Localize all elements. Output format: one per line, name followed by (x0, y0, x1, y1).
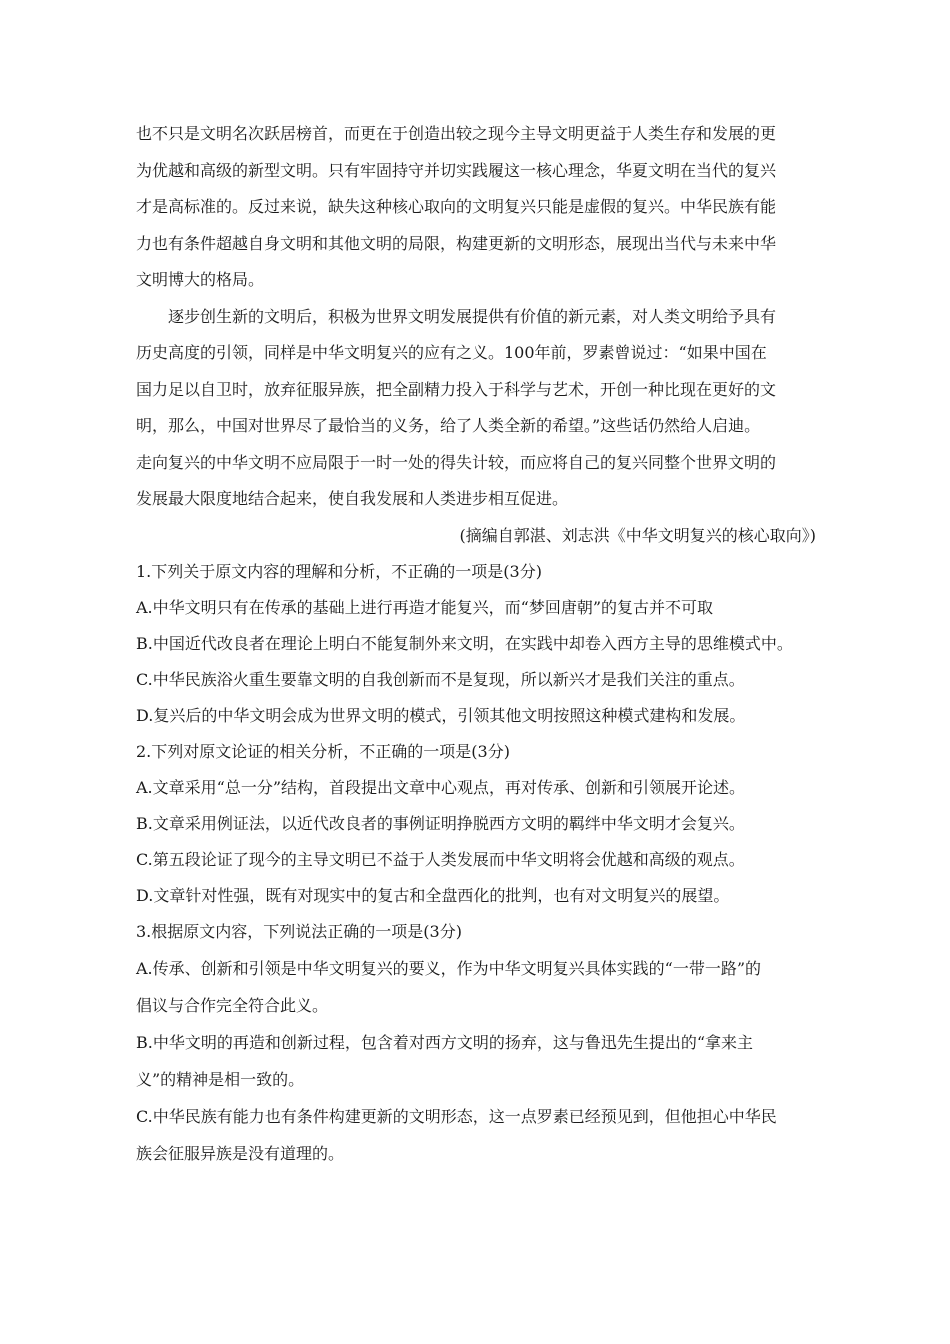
option-d: D.复兴后的中华文明会成为世界文明的模式，引领其他文明按照这种模式建构和发展。 (136, 706, 746, 725)
question-1 (136, 554, 816, 734)
question-stem: 1.下列关于原文内容的理解和分析，不正确的一项是(3分) (136, 562, 542, 581)
option-line: B.中华文明的再造和创新过程，包含着对西方文明的扬弃，这与鲁迅先生提出的“拿来主 (136, 1033, 754, 1052)
option-a: A.文章采用“总一分”结构，首段提出文章中心观点，再对传承、创新和引领展开论述。 (136, 778, 746, 797)
passage-paragraph-1 (136, 116, 816, 299)
text-line: 发展最大限度地结合起来，使自我发展和人类进步相互促进。 (136, 489, 569, 508)
option-b: B.文章采用例证法，以近代改良者的事例证明挣脱西方文明的羁绊中华文明才会复兴。 (136, 814, 745, 833)
text-line: 才是高标准的。反过来说，缺失这种核心取向的文明复兴只能是虚假的复兴。中华民族有能 (136, 197, 777, 216)
option-c: C.中华民族浴火重生要靠文明的自我创新而不是复现，所以新兴才是我们关注的重点。 (136, 670, 745, 689)
text-line: 走向复兴的中华文明不应局限于一时一处的得失计较，而应将自己的复兴同整个世界文明的 (136, 452, 777, 472)
option-b (136, 1024, 816, 1098)
option-c (136, 1098, 816, 1172)
exam-page (136, 116, 816, 1172)
question-stem: 2.下列对原文论证的相关分析，不正确的一项是(3分) (136, 742, 510, 761)
option-line: 倡议与合作完全符合此义。 (136, 996, 329, 1015)
question-3 (136, 914, 816, 1172)
text-line: 力也有条件超越自身文明和其他文明的局限，构建更新的文明形态，展现出当代与未来中华 (136, 233, 777, 253)
text-line: 明，那么，中国对世界尽了最恰当的义务，给了人类全新的希望。”这些话仍然给人启迪。 (136, 416, 761, 435)
text-line: 为优越和高级的新型文明。只有牢固持守并切实践履这一核心理念，华夏文明在当代的复兴 (136, 160, 777, 180)
source-citation: (摘编自郭湛、刘志洪《中华文明复兴的核心取向》) (459, 525, 816, 545)
option-c: C.第五段论证了现今的主导文明已不益于人类发展而中华文明将会优越和高级的观点。 (136, 850, 745, 869)
option-a: A.中华文明只有在传承的基础上进行再造才能复兴，而“梦回唐朝”的复古并不可取 (136, 598, 714, 617)
question-2 (136, 734, 816, 914)
text-line: 历史高度的引领，同样是中华文明复兴的应有之义。100年前，罗素曾说过：“如果中国在 (136, 343, 767, 362)
question-stem: 3.根据原文内容，下列说法正确的一项是(3分) (136, 922, 462, 941)
option-line: A.传承、创新和引领是中华文明复兴的要义，作为中华文明复兴具体实践的“一带一路”的 (136, 959, 762, 978)
option-b: B.中国近代改良者在理论上明白不能复制外来文明，在实践中却卷入西方主导的思维模式中。 (136, 634, 793, 653)
text-line: 国力足以自卫时，放弃征服异族，把全副精力投入于科学与艺术，开创一种比现在更好的文 (136, 379, 777, 399)
option-line: 族会征服异族是没有道理的。 (136, 1144, 345, 1163)
text-line: 逐步创生新的文明后，积极为世界文明发展提供有价值的新元素，对人类文明给予具有 (168, 306, 777, 326)
option-line: C.中华民族有能力也有条件构建更新的文明形态，这一点罗素已经预见到，但他担心中华民 (136, 1107, 777, 1126)
option-a (136, 950, 816, 1024)
passage-paragraph-2 (136, 299, 816, 518)
option-d: D.文章针对性强，既有对现实中的复古和全盘西化的批判，也有对文明复兴的展望。 (136, 886, 730, 905)
text-line: 也不只是文明名次跃居榜首，而更在于创造出较之现今主导文明更益于人类生存和发展的更 (136, 124, 777, 143)
option-line: 义”的精神是相一致的。 (136, 1070, 305, 1089)
text-line: 文明博大的格局。 (136, 270, 265, 289)
